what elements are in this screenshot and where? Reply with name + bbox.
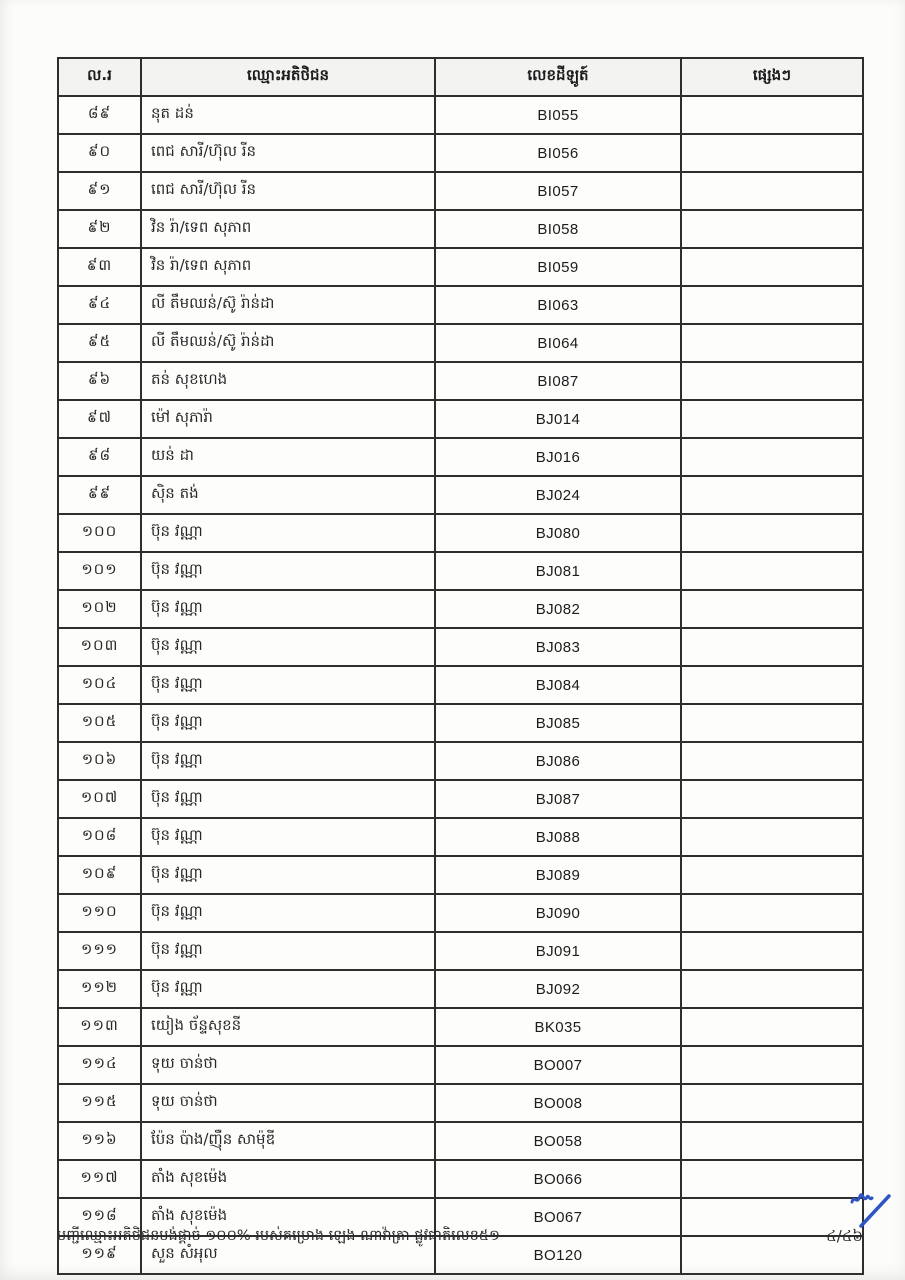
cell-remark [681,590,863,628]
cell-no: ១០៨ [58,818,141,856]
cell-name: ប៊ុន វណ្ណា [141,932,435,970]
cell-lot: BJ089 [435,856,681,894]
table-row [58,286,863,324]
cell-remark [681,1046,863,1084]
cell-lot: BJ087 [435,780,681,818]
cell-no: ១១៥ [58,1084,141,1122]
cell-name: នុត ដន់ [141,96,435,134]
cell-lot: BI055 [435,96,681,134]
cell-lot: BJ080 [435,514,681,552]
cell-name: ប៊ុន វណ្ណា [141,742,435,780]
cell-remark [681,856,863,894]
cell-lot: BJ090 [435,894,681,932]
cell-remark [681,1008,863,1046]
cell-name: តាំង សុខម៉េង [141,1160,435,1198]
cell-name: លី តឹមឈន់/ស៊ូ រ៉ាន់ដា [141,324,435,362]
cell-no: ១០០ [58,514,141,552]
table-row [58,856,863,894]
table-row [58,1122,863,1160]
cell-lot: BO008 [435,1084,681,1122]
column-header-no: ល.រ [58,58,141,96]
cell-name: យន់ ដា [141,438,435,476]
cell-remark [681,438,863,476]
cell-remark [681,932,863,970]
column-header-customer-name: ឈ្មោះអតិថិជន [141,58,435,96]
cell-no: ១០៩ [58,856,141,894]
cell-lot: BJ016 [435,438,681,476]
cell-lot: BJ086 [435,742,681,780]
cell-name: ម៉ៅ សុភារ៉ា [141,400,435,438]
table-row [58,552,863,590]
cell-remark [681,1122,863,1160]
cell-no: ៩៧ [58,400,141,438]
cell-lot: BI059 [435,248,681,286]
cell-remark [681,666,863,704]
cell-no: ១០៤ [58,666,141,704]
cell-remark [681,210,863,248]
cell-lot: BJ092 [435,970,681,1008]
cell-remark [681,96,863,134]
cell-remark [681,628,863,666]
cell-lot: BO120 [435,1236,681,1274]
cell-no: ១០២ [58,590,141,628]
cell-no: ៩២ [58,210,141,248]
cell-lot: BI058 [435,210,681,248]
table-row [58,324,863,362]
cell-lot: BJ083 [435,628,681,666]
column-header-lot-number: លេខដីឡូត៍ [435,58,681,96]
header-row [58,58,863,96]
cell-remark [681,818,863,856]
cell-name: ប៊ុន វណ្ណា [141,818,435,856]
cell-no: ៩៤ [58,286,141,324]
cell-no: ១១៣ [58,1008,141,1046]
table-row [58,172,863,210]
table-row [58,704,863,742]
customer-table-body [58,96,863,1274]
column-header-remarks: ផ្សេងៗ [681,58,863,96]
table-row [58,742,863,780]
footer-caption: បញ្ជីឈ្មោះអតិថិជនបង់ផ្តាច់ ១០០% របស់គម្រោង ឡេង ណាវ៉ាត្រា ផ្លូវជាតិលេខ៥១ [57,1228,501,1244]
cell-no: ១០៥ [58,704,141,742]
table-row [58,894,863,932]
cell-name: តាំង សុខម៉េង [141,1198,435,1236]
cell-no: ១០៧ [58,780,141,818]
cell-no: ៩៥ [58,324,141,362]
table-row [58,476,863,514]
table-row [58,590,863,628]
cell-remark [681,286,863,324]
cell-lot: BI063 [435,286,681,324]
cell-name: សួន សំអុល [141,1236,435,1274]
table-row [58,438,863,476]
table-row [58,970,863,1008]
cell-lot: BI064 [435,324,681,362]
cell-no: ១១២ [58,970,141,1008]
table-row [58,1160,863,1198]
cell-no: ៩៣ [58,248,141,286]
cell-name: ទុយ ចាន់ថា [141,1046,435,1084]
table-row [58,1084,863,1122]
table-row [58,400,863,438]
cell-remark [681,362,863,400]
cell-lot: BJ091 [435,932,681,970]
cell-lot: BI056 [435,134,681,172]
cell-remark [681,742,863,780]
table-row [58,666,863,704]
cell-no: ១១៨ [58,1198,141,1236]
cell-name: លី តឹមឈន់/ស៊ូ រ៉ាន់ដា [141,286,435,324]
customer-table-header [58,58,863,96]
table-row [58,210,863,248]
cell-lot: BJ085 [435,704,681,742]
cell-lot: BJ082 [435,590,681,628]
cell-remark [681,1160,863,1198]
cell-lot: BO007 [435,1046,681,1084]
table-row [58,514,863,552]
pen-scribble-icon [845,1188,897,1236]
cell-remark [681,324,863,362]
cell-remark [681,970,863,1008]
cell-no: ១០៦ [58,742,141,780]
cell-lot: BJ024 [435,476,681,514]
table-row [58,932,863,970]
cell-name: ប៊ុន វណ្ណា [141,666,435,704]
cell-remark [681,400,863,438]
page-number: ៤/៤៦ [826,1227,863,1245]
cell-name: ប៊ុន វណ្ណា [141,552,435,590]
cell-name: ទុយ ចាន់ថា [141,1084,435,1122]
table-row [58,362,863,400]
cell-no: ៨៩ [58,96,141,134]
cell-name: យៀង ច័ន្ទសុខនី [141,1008,435,1046]
cell-no: ១០៣ [58,628,141,666]
cell-lot: BI087 [435,362,681,400]
cell-remark [681,894,863,932]
cell-lot: BO066 [435,1160,681,1198]
table-row [58,780,863,818]
cell-name: វិន រ៉ា/ទេព សុភាព [141,248,435,286]
cell-lot: BJ084 [435,666,681,704]
cell-name: ប៊ុន វណ្ណា [141,856,435,894]
cell-name: ពេជ សារី/ហ៊ុល រីន [141,172,435,210]
table-row [58,818,863,856]
cell-name: ពេជ សារី/ហ៊ុល រីន [141,134,435,172]
cell-no: ១១០ [58,894,141,932]
cell-no: ១១៩ [58,1236,141,1274]
cell-name: ប៊ុន វណ្ណា [141,628,435,666]
cell-lot: BJ014 [435,400,681,438]
cell-remark [681,248,863,286]
cell-no: ៩១ [58,172,141,210]
table-row [58,1008,863,1046]
cell-remark [681,514,863,552]
customer-table [57,57,864,1275]
cell-name: ប៊ុន វណ្ណា [141,514,435,552]
cell-remark [681,1084,863,1122]
cell-name: ប៊ុន វណ្ណា [141,590,435,628]
cell-no: ៩០ [58,134,141,172]
cell-lot: BK035 [435,1008,681,1046]
cell-remark [681,134,863,172]
cell-remark [681,552,863,590]
cell-name: តន់ សុខហេង [141,362,435,400]
cell-name: ស៊ិន តង់ [141,476,435,514]
cell-name: វិន រ៉ា/ទេព សុភាព [141,210,435,248]
cell-no: ១១៧ [58,1160,141,1198]
cell-no: ៩៨ [58,438,141,476]
cell-no: ១១៦ [58,1122,141,1160]
table-row [58,1046,863,1084]
table-row [58,134,863,172]
cell-remark [681,172,863,210]
cell-no: ១០១ [58,552,141,590]
table-row [58,628,863,666]
cell-no: ១១៤ [58,1046,141,1084]
cell-lot: BO058 [435,1122,681,1160]
table-row [58,96,863,134]
cell-remark [681,476,863,514]
cell-name: ប៊ុន វណ្ណា [141,780,435,818]
table-row [58,248,863,286]
cell-name: ប៉ែន ប៉ាង/ញ៉ឺន សាម៉ុឌី [141,1122,435,1160]
cell-no: ១១១ [58,932,141,970]
cell-lot: BJ081 [435,552,681,590]
cell-lot: BO067 [435,1198,681,1236]
cell-remark [681,780,863,818]
cell-name: ប៊ុន វណ្ណា [141,894,435,932]
cell-no: ៩៦ [58,362,141,400]
cell-lot: BI057 [435,172,681,210]
cell-lot: BJ088 [435,818,681,856]
cell-remark [681,704,863,742]
cell-name: ប៊ុន វណ្ណា [141,704,435,742]
cell-no: ៩៩ [58,476,141,514]
cell-name: ប៊ុន វណ្ណា [141,970,435,1008]
